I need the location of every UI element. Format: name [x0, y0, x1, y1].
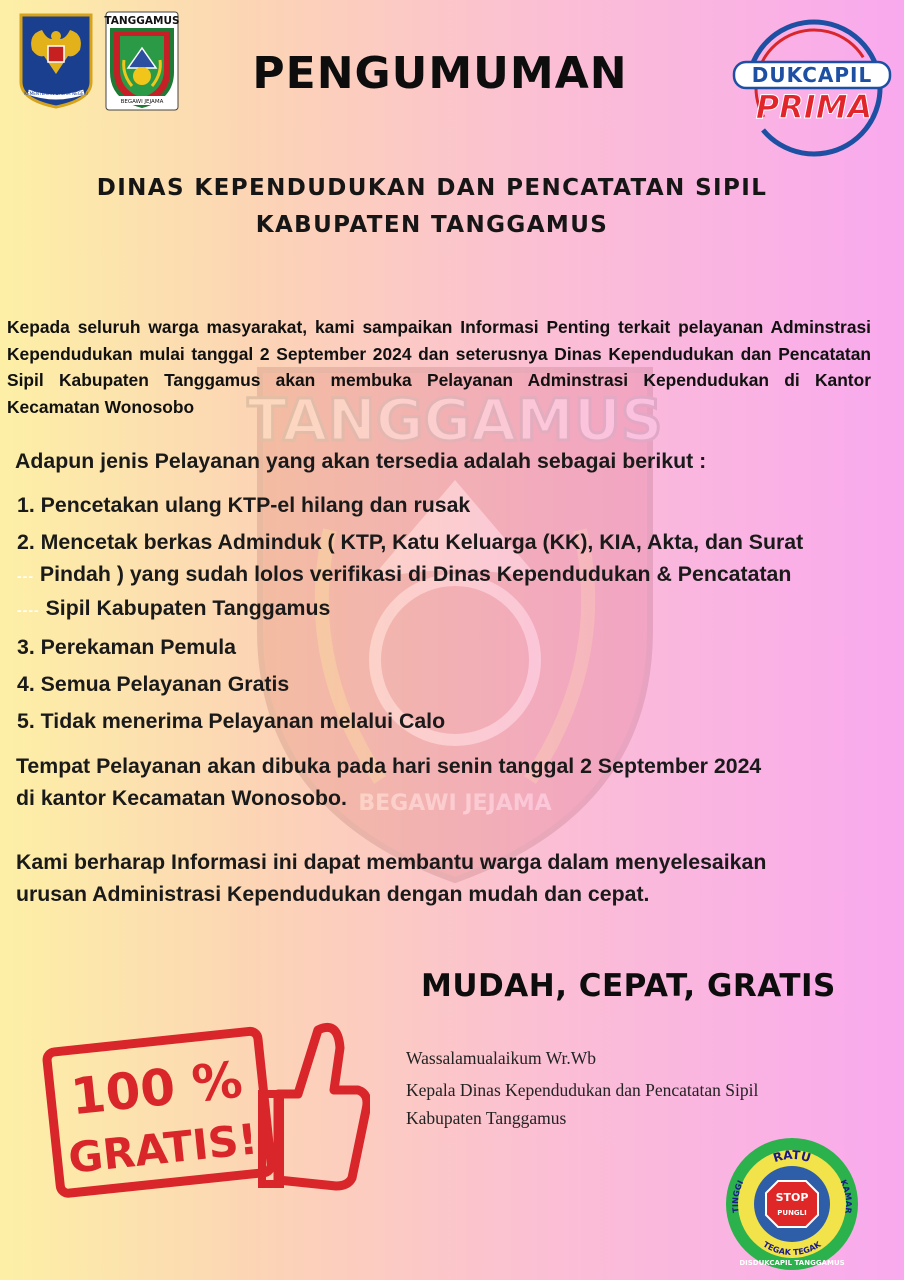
dukcapil-prima-logo-icon: [728, 18, 896, 168]
service-list: [17, 489, 892, 737]
agency-line-1: DINAS KEPENDUDUKAN DAN PENCATATAN SIPIL: [96, 175, 768, 201]
gratis-stamp: [40, 990, 370, 1200]
badge-pungli-text: PUNGLI: [777, 1209, 807, 1217]
page-title: PENGUMUMAN: [252, 48, 628, 99]
list-item-text: 2. Mencetak berkas Adminduk ( KTP, Katu Keluarga (KK), KIA, Akta, dan Surat: [17, 530, 804, 554]
closing-line-1: Kami berharap Informasi ini dapat membantu warga dalam menyelesaikan: [16, 850, 767, 874]
list-item-continuation: [17, 592, 892, 626]
location-line-1: Tempat Pelayanan akan dibuka pada hari senin tanggal 2 September 2024: [16, 754, 762, 778]
stop-pungli-badge-icon: [723, 1135, 861, 1273]
tanggamus-logo-label: TANGGAMUS: [104, 15, 180, 27]
list-item: 1. Pencetakan ulang KTP-el hilang dan rusak: [17, 493, 471, 517]
list-item: 5. Tidak menerima Pelayanan melalui Calo: [17, 709, 446, 733]
agency-line-2: KABUPATEN TANGGAMUS: [255, 212, 609, 238]
slogan: MUDAH, CEPAT, GRATIS: [421, 968, 836, 1004]
intro-paragraph: Kepada seluruh warga masyarakat, kami sampaikan Informasi Penting terkait pelayanan Adminstrasi Kependudukan mulai tanggal 2 September 2024 dan seterusnya Dinas Kependudukan dan Pencatatan Sipil Kabupaten Tanggamus akan membuka Pelayanan Adminstrasi Kependudukan di Kantor Kecamatan Wonosobo: [7, 317, 871, 417]
stamp-gratis: GRATIS!: [66, 1114, 260, 1183]
services-heading: Adapun jenis Pelayanan yang akan tersedia adalah sebagai berikut :: [15, 449, 707, 473]
location-paragraph: [16, 750, 886, 814]
badge-bottom-text: TEGAK TEGAK: [761, 1239, 823, 1258]
list-item-continuation-text: Pindah ) yang sudah lolos verifikasi di Dinas Kependudukan & Pencatatan: [39, 562, 792, 586]
greeting: Wassalamualaikum Wr.Wb: [406, 1048, 597, 1068]
location-line-2: di kantor Kecamatan Wonosobo.: [16, 786, 347, 810]
list-item-continuation: [17, 558, 892, 592]
badge-right-text: KAMAR: [838, 1178, 853, 1215]
watermark-label: TANGGAMUS: [247, 386, 663, 454]
dukcapil-label: DUKCAPIL: [751, 63, 873, 87]
kemendagri-caption: KEMENTERIAN DALAM NEGERI: [24, 91, 88, 96]
prima-label: PRIMA: [755, 88, 873, 126]
list-item: 3. Perekaman Pemula: [17, 635, 237, 659]
badge-left-text: TINGGI: [730, 1178, 746, 1214]
signatory-region: Kabupaten Tanggamus: [406, 1108, 567, 1128]
agency-name: [0, 170, 864, 244]
list-item: 4. Semua Pelayanan Gratis: [17, 672, 290, 696]
list-item: [17, 526, 892, 626]
signoff: [406, 1044, 876, 1132]
badge-top-text: RATU: [771, 1147, 813, 1166]
closing-line-2: urusan Administrasi Kependudukan dengan mudah dan cepat.: [16, 882, 650, 906]
thumbs-up-icon: [262, 1027, 367, 1186]
watermark-motto: BEGAWI JEJAMA: [358, 791, 552, 816]
list-item-continuation-text: Sipil Kabupaten Tanggamus: [45, 596, 331, 620]
indent-dash: ----: [17, 602, 40, 618]
indent-dash: ---: [17, 568, 34, 584]
tanggamus-logo-motto: BEGAWI JEJAMA: [120, 99, 164, 105]
stamp-percent: 100 %: [68, 1050, 246, 1127]
closing-paragraph: [16, 846, 886, 910]
signatory-position: Kepala Dinas Kependudukan dan Pencatatan Sipil: [406, 1080, 759, 1100]
badge-footer-text: DISDUKCAPIL TANGGAMUS: [739, 1259, 845, 1267]
badge-stop-text: STOP: [775, 1191, 809, 1204]
